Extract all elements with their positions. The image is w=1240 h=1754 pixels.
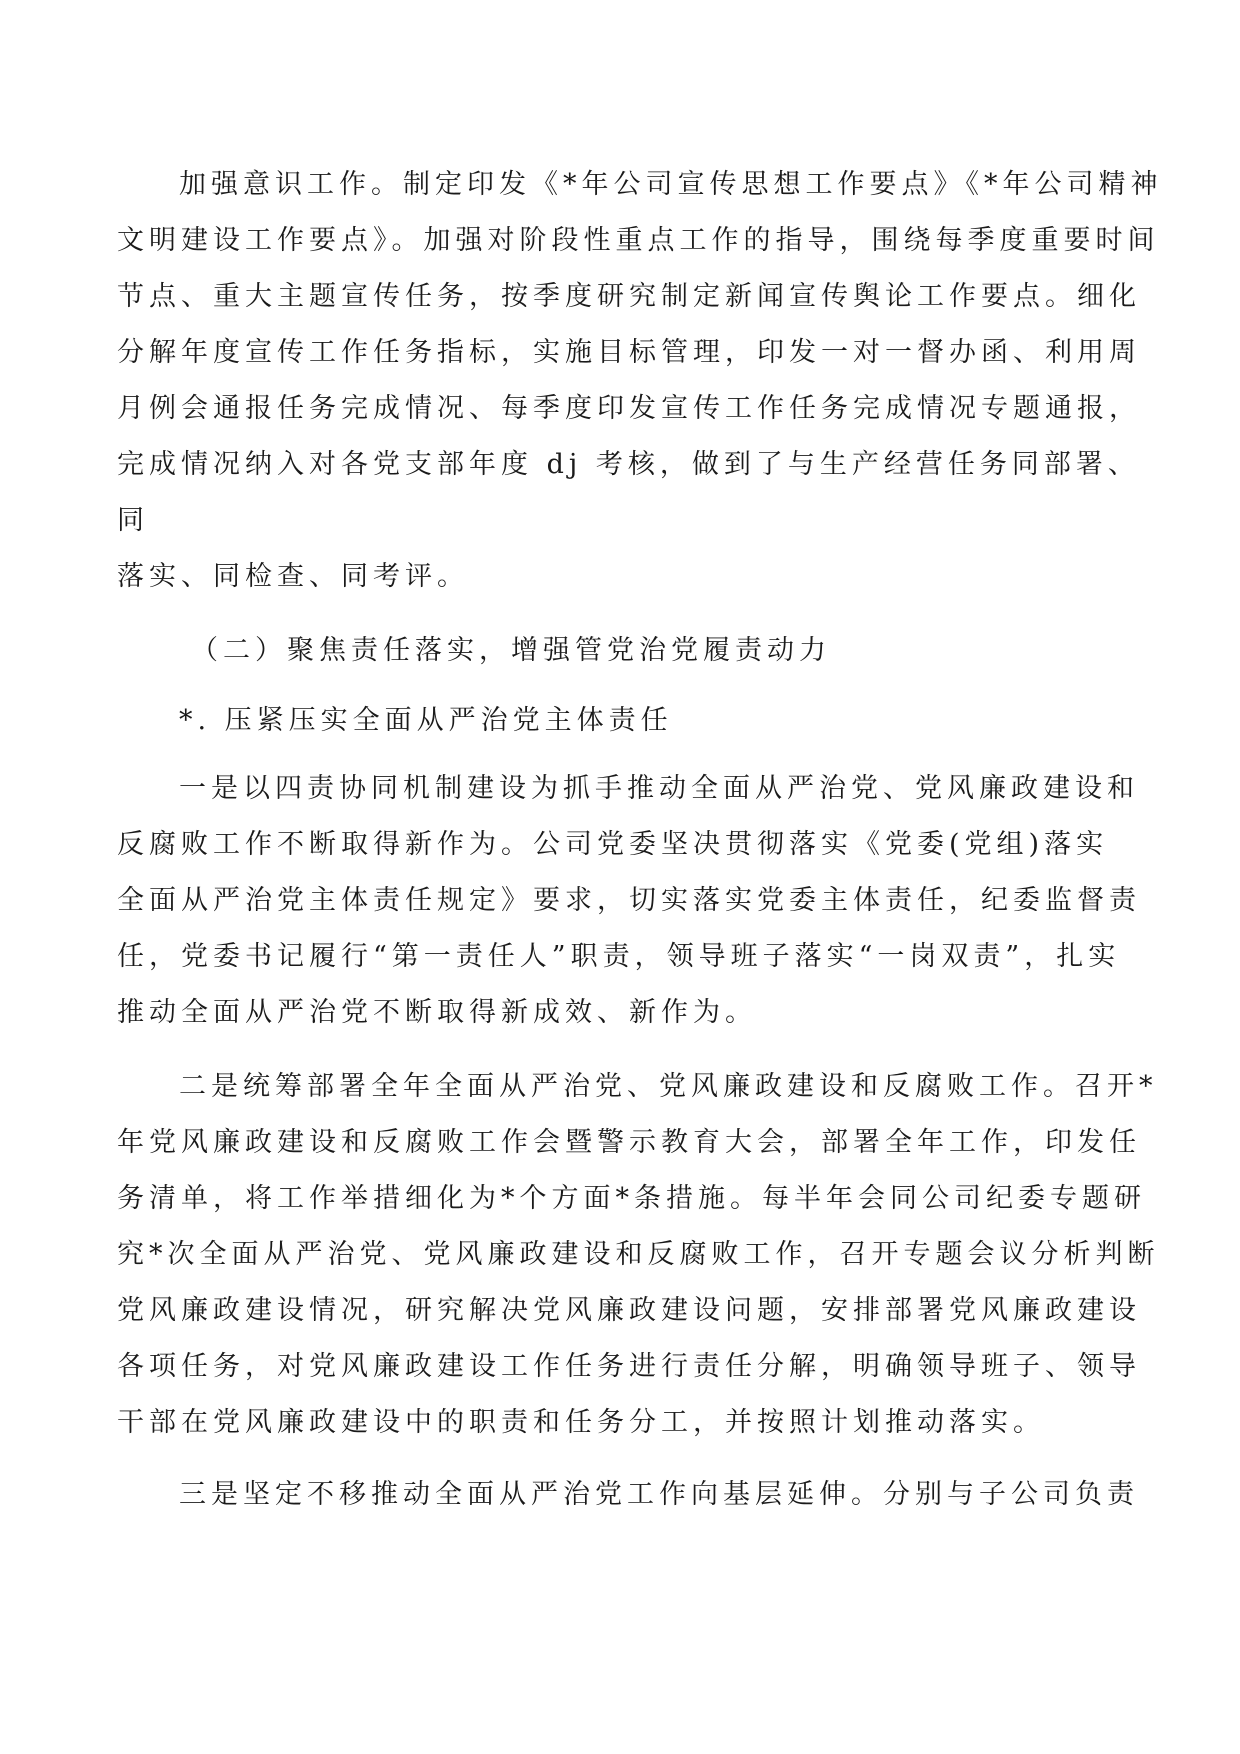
paragraph-3-line-6: 各项任务，对党风廉政建设工作任务进行责任分解，明确领导班子、领导 <box>117 1351 1141 1382</box>
paragraph-2-line-2: 反腐败工作不断取得新作为。公司党委坚决贯彻落实《党委(党组)落实 <box>117 829 1109 860</box>
paragraph-3-line-4: 究*次全面从严治党、党风廉政建设和反腐败工作，召开专题会议分析判断 <box>117 1239 1160 1270</box>
paragraph-3-line-5: 党风廉政建设情况，研究解决党风廉政建设问题，安排部署党风廉政建设 <box>117 1295 1141 1326</box>
paragraph-1-line-8: 落实、同检查、同考评。 <box>117 561 469 592</box>
paragraph-1-line-1: 加强意识工作。制定印发《*年公司宣传思想工作要点》《*年公司精神 <box>179 169 1163 200</box>
paragraph-3-line-7: 干部在党风廉政建设中的职责和任务分工，并按照计划推动落实。 <box>117 1407 1045 1438</box>
paragraph-1-line-5: 月例会通报任务完成情况、每季度印发宣传工作任务完成情况专题通报， <box>117 393 1141 424</box>
paragraph-1-line-7: 同 <box>117 505 149 536</box>
section-heading: （二）聚焦责任落实，增强管党治党履责动力 <box>191 635 831 666</box>
paragraph-3-line-1: 二是统筹部署全年全面从严治党、党风廉政建设和反腐败工作。召开* <box>179 1071 1158 1102</box>
paragraph-4-line-1: 三是坚定不移推动全面从严治党工作向基层延伸。分别与子公司负责 <box>179 1479 1139 1510</box>
paragraph-2-line-5: 推动全面从严治党不断取得新成效、新作为。 <box>117 997 757 1028</box>
paragraph-3-line-2: 年党风廉政建设和反腐败工作会暨警示教育大会，部署全年工作，印发任 <box>117 1127 1141 1158</box>
subsection-heading: *. 压紧压实全面从严治党主体责任 <box>179 705 673 736</box>
paragraph-1-line-3: 节点、重大主题宣传任务，按季度研究制定新闻宣传舆论工作要点。细化 <box>117 281 1141 312</box>
paragraph-3-line-3: 务清单，将工作举措细化为*个方面*条措施。每半年会同公司纪委专题研 <box>117 1183 1146 1214</box>
paragraph-2-line-3: 全面从严治党主体责任规定》要求，切实落实党委主体责任，纪委监督责 <box>117 885 1141 916</box>
paragraph-1-line-4: 分解年度宣传工作任务指标，实施目标管理，印发一对一督办函、利用周 <box>117 337 1141 368</box>
paragraph-1-line-2: 文明建设工作要点》。加强对阶段性重点工作的指导，围绕每季度重要时间 <box>117 225 1160 256</box>
paragraph-1-line-6: 完成情况纳入对各党支部年度 dj 考核，做到了与生产经营任务同部署、 <box>117 449 1140 480</box>
paragraph-2-line-1: 一是以四责协同机制建设为抓手推动全面从严治党、党风廉政建设和 <box>179 773 1139 804</box>
paragraph-2-line-4: 任，党委书记履行“第一责任人”职责，领导班子落实“一岗双责”，扎实 <box>117 941 1121 972</box>
